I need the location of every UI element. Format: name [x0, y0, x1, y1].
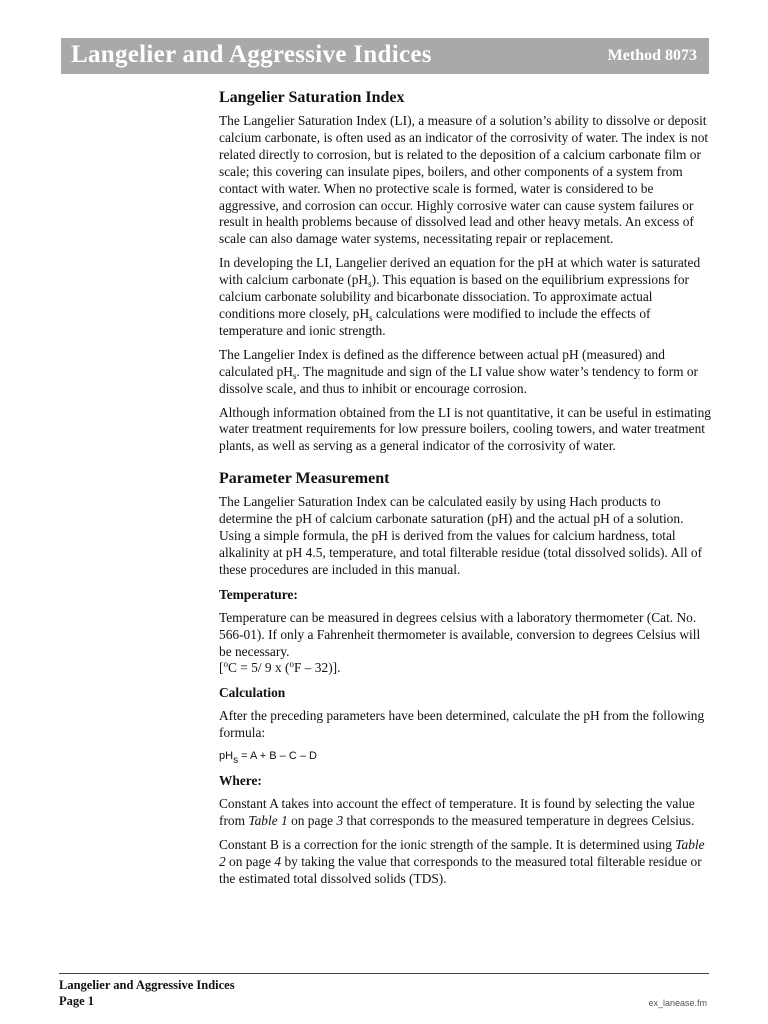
phs-formula: $pH_s = A + B - C - D$ — [219, 750, 317, 767]
subheading-calculation: Calculation — [219, 685, 286, 701]
table-1-reference: Table 1 — [248, 813, 288, 829]
footer-title: Langelier and Aggressive Indices — [59, 978, 235, 992]
document-title: Langelier and Aggressive Indices — [71, 41, 432, 68]
paragraph-lsi-definition: The Langelier Index is defined as the difference between actual pH (measured) and calculated $pH_s$. The magnitude and sign of the LI value show water’s tendency to form or dissolve scale, and thus to inhibit or encourage corrosion. — [219, 346, 698, 396]
table-2-reference: Table 2 — [219, 837, 705, 869]
subheading-temperature: Temperature: — [219, 586, 298, 602]
method-number: Method 8073 — [607, 47, 697, 64]
page-4-reference: 4 — [274, 853, 282, 869]
section-heading-parameter: Parameter Measurement — [219, 470, 390, 488]
paragraph-constant-b: Constant B is a correction for the ionic strength of the sample. It is determined using Table 2 on page 4 by taking the value that corresponds to the measured total filterable residue or the estimated total dissolved solids (TDS). — [219, 837, 705, 886]
footer-filename: ex_lanease.fm — [648, 998, 707, 1008]
page-number: Page 1 — [59, 994, 95, 1008]
main-content — [219, 88, 711, 895]
paragraph-lsi-usage: Although information obtained from the LI is not quantitative, it can be useful in estimating water treatment requirements for low pressure boilers, cooling towers, and water treatment plants, as well as serving as a general indicator of the corrosivity of water. — [219, 404, 712, 454]
header-bar — [61, 38, 709, 74]
footer-divider — [59, 973, 709, 974]
paragraph-calculation: After the preceding parameters have been determined, calculate the pH from the following formula: — [219, 708, 705, 741]
paragraph-constant-a: Constant A takes into account the effect of temperature. It is found by selecting the value from Table 1 on page 3 that corresponds to the measured temperature in degrees Celsius. — [219, 796, 695, 829]
paragraph-lsi-intro: The Langelier Saturation Index (LI), a measure of a solution’s ability to dissolve or deposit calcium carbonate, is often used as an indicator of the corrosivity of water. The index is not related directly to corrosion, but is related to the deposition of a calcium carbonate film or scale; this covering can insulate pipes, boilers, and other components of a system from contact with water. When no protective scale is formed, water is considered to be aggressive, and corrosion can occur. Highly corrosive water can cause system failures or result in health problems because of dissolved lead and other heavy metals. An excess of scale can also damage water systems, necessitating repair or replacement. — [219, 113, 709, 247]
subheading-where: Where: — [219, 773, 262, 789]
paragraph-lsi-derivation: In developing the LI, Langelier derived an equation for the pH at which water is saturated with calcium carbonate $(pH_s)$. This equation is based on the equilibrium expressions for calcium carbonate solubility and bicarbonate dissociation. To approximate actual conditions more closely, $pH_s$ calculations were modified to include the effects of temperature and ionic strength. — [219, 255, 701, 338]
section-heading-lsi: Langelier Saturation Index — [219, 89, 405, 106]
page-3-reference: 3 — [336, 813, 344, 829]
paragraph-temperature: Temperature can be measured in degrees celsius with a laboratory thermometer (Cat. No. 566-01). If only a Fahrenheit thermometer is available, conversion to degrees Celsius will be necessary. [$^o$C = 5/ 9 x ($^o$F – 32)]. — [219, 609, 701, 676]
paragraph-parameter-intro: The Langelier Saturation Index can be calculated easily by using Hach products to determine the pH of calcium carbonate saturation (pH) and the actual pH of a solution. Using a simple formula, the pH is derived from the values for calcium hardness, total alkalinity at pH 4.5, temperature, and total filterable residue (total dissolved solids). All of these procedures are included in this manual. — [219, 494, 703, 577]
